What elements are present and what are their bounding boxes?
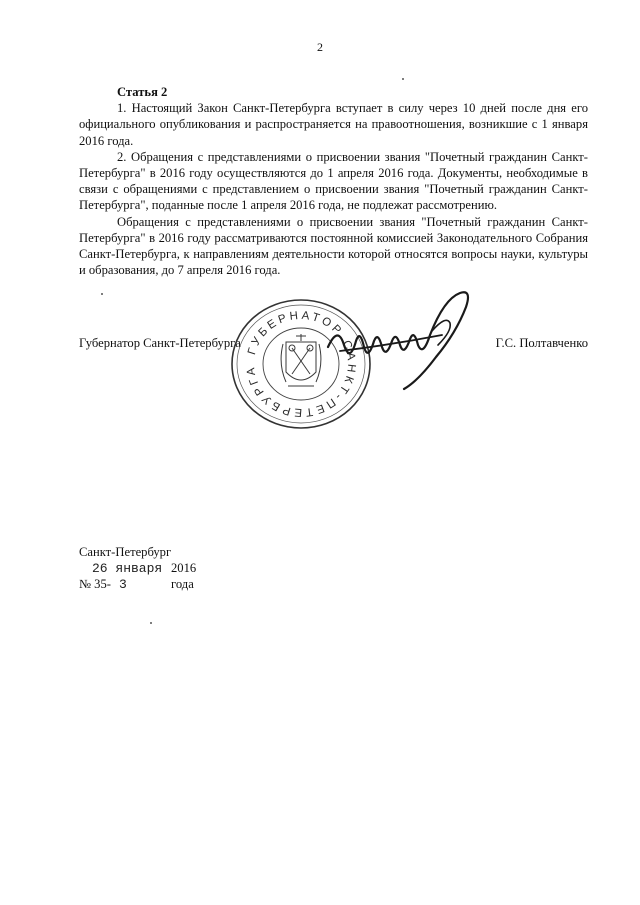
footer-city: Санкт-Петербург [79,545,172,559]
article-paragraph: 1. Настоящий Закон Санкт-Петербурга вступает в силу через 10 дней после дня его официального опубликования и распространяется на правоотношения, возникшие с 1 января 2016 года. [79,101,588,148]
coat-of-arms-icon [281,334,321,386]
seal-text: ГУБЕРНАТОР САНКТ-ПЕТЕРБУРГА [244,309,358,419]
scan-speck [101,293,103,295]
signatory-title: Губернатор Санкт-Петербурга [79,336,241,350]
scan-speck [402,78,404,80]
footer-number [79,576,171,592]
document-footer [79,544,197,592]
page-number: 2 [317,40,323,54]
article-paragraph: 2. Обращения с представлениями о присвоении звания "Почетный гражданин Санкт-Петербурга" в 2016 году осуществляются до 1 апреля 2016 года. Документы, необходимые в связи с обращениями с представлением о присвоении звания "Почетный гражданин Санкт-Петербурга", поданные после 1 апреля 2016 года, не подлежат рассмотрению. [79,149,588,213]
date-year: 2016 года [171,561,197,591]
article-body [79,84,588,278]
signatory-name: Г.С. Полтавченко [495,336,588,350]
number-prefix: № 35- [79,577,111,591]
date-day-month: 26 января [92,561,163,576]
article-paragraph: Обращения с представлениями о присвоении звания "Почетный гражданин Санкт-Петербурга" в 2016 году рассматриваются постоянной комиссией Законодательного Собрания Санкт-Петербурга, к направлениям деятельности которой относятся вопросы науки, культуры и образования, до 7 апреля 2016 года. [79,214,588,278]
scan-speck [150,622,152,624]
article-heading: Статья 2 [117,85,168,99]
number-value: 3 [119,577,127,592]
handwritten-signature-icon [320,285,480,395]
